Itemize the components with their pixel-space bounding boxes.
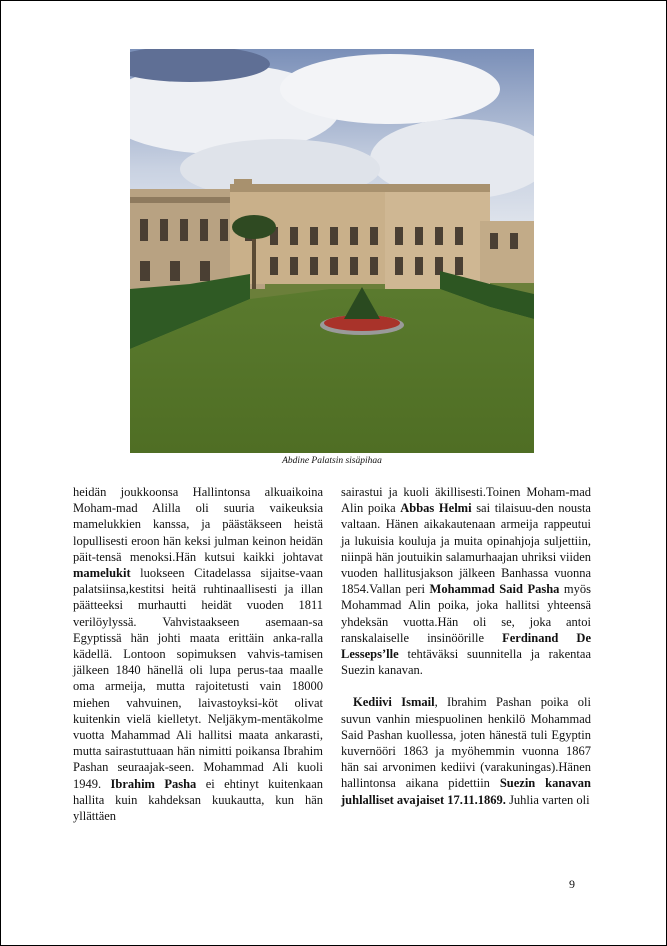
text-run: luokseen Citadelassa sijaitse-vaan palatsiinsa,kestitsi heitä ruhtinaallisesti ja illan päätteeksi murhautti heidät vuoden 1811 verilöylyssä. Vahvistaakseen asemaan-sa Egyptissä hän johti maata erittäin anka-ralla kädellä. Lontoon sopimuksen vahvis-tamisen jälkeen 1840 hänellä oli lupa perus-taa maalle oma armeija, mutta rajoitetusti vain 18000 miehen vahvuinen, laivastoyksi-köt olivat kuitenkin vielä kielletyt. Neljäkym-mentäkolme vuotta Mahammad Ali hallitsi maata ankarasti, mutta sairastuttuaan hän nimitti poikansa Ibrahim Pashan seuraajak-seen. Mohammad Ali kuoli 1949. <box>73 566 323 791</box>
text-run: Juhlia varten oli <box>505 792 590 807</box>
photo-caption: Abdine Palatsin sisäpihaa <box>282 456 382 466</box>
left-text-column <box>73 484 323 824</box>
text-run: myös Mohammad Alin poika, joka hallitsi yhteensä yhdeksän vuotta.Hän oli se, joka antoi ranskalaiselle insinöörille <box>341 582 591 645</box>
text-run: , Ibrahim Pashan poika oli suvun vanhin miespuolinen henkilö Mohammad Said Pashan kuollessa, joten hänestä tuli Egyptin kuvernööri 1863 ja myöhemmin vuonna 1867 hän sai arvonimen kediivi (varakuningas).Hänen hallintonsa aikana pidettiin <box>341 695 592 791</box>
bold-term: Kediivi Ismail <box>353 695 435 710</box>
bold-term: mamelukit <box>73 566 131 581</box>
page-number: 9 <box>569 877 575 891</box>
right-text-column <box>341 484 591 808</box>
text-run: ei ehtinyt kuitenkaan hallita kuin kahdeksan kuukautta, kun hän yllättäen <box>73 776 324 824</box>
palace-courtyard-photo <box>130 49 534 453</box>
bold-term: Ibrahim Pasha <box>110 776 197 791</box>
text-run: tehtäväksi suunnitella ja rakentaa Suezin kanavan. <box>341 647 591 678</box>
bold-term: Suezin kanavan juhlalliset avajaiset 17.11.1869. <box>341 776 592 807</box>
left-paragraph <box>73 484 323 824</box>
text-run: heidän joukkoonsa Hallintonsa alkuaikoina Moham-mad Alilla oli suuria vaikeuksia mamelukkien kanssa, ja päästäkseen heistä lopullisesti eroon hän keksi julman keinon heidän päit-tensä menoksi.Hän kutsui kaikki johtavat <box>73 485 323 564</box>
bold-term: Mohammad Said Pasha <box>429 582 560 597</box>
bold-term: Ferdinand De Lesseps’lle <box>341 630 591 662</box>
right-paragraph-2 <box>341 694 591 807</box>
text-run: sairastui ja kuoli äkillisesti.Toinen Moham-mad Alin poika <box>341 485 591 516</box>
text-run: sai tilaisuu-den nousta valtaan. Hänen aikakautenaan armeija rappeutui ja lukuisia kouluja ja muita opinahjoja suljettiin, niinpä hän joutuikin salamurhaajan uhriksi viiden vuoden hallitusjakson jälkeen Banhassa vuonna 1854.Vallan peri <box>341 501 591 597</box>
bold-term: Abbas Helmi <box>400 501 472 516</box>
right-paragraph-1 <box>341 484 591 678</box>
